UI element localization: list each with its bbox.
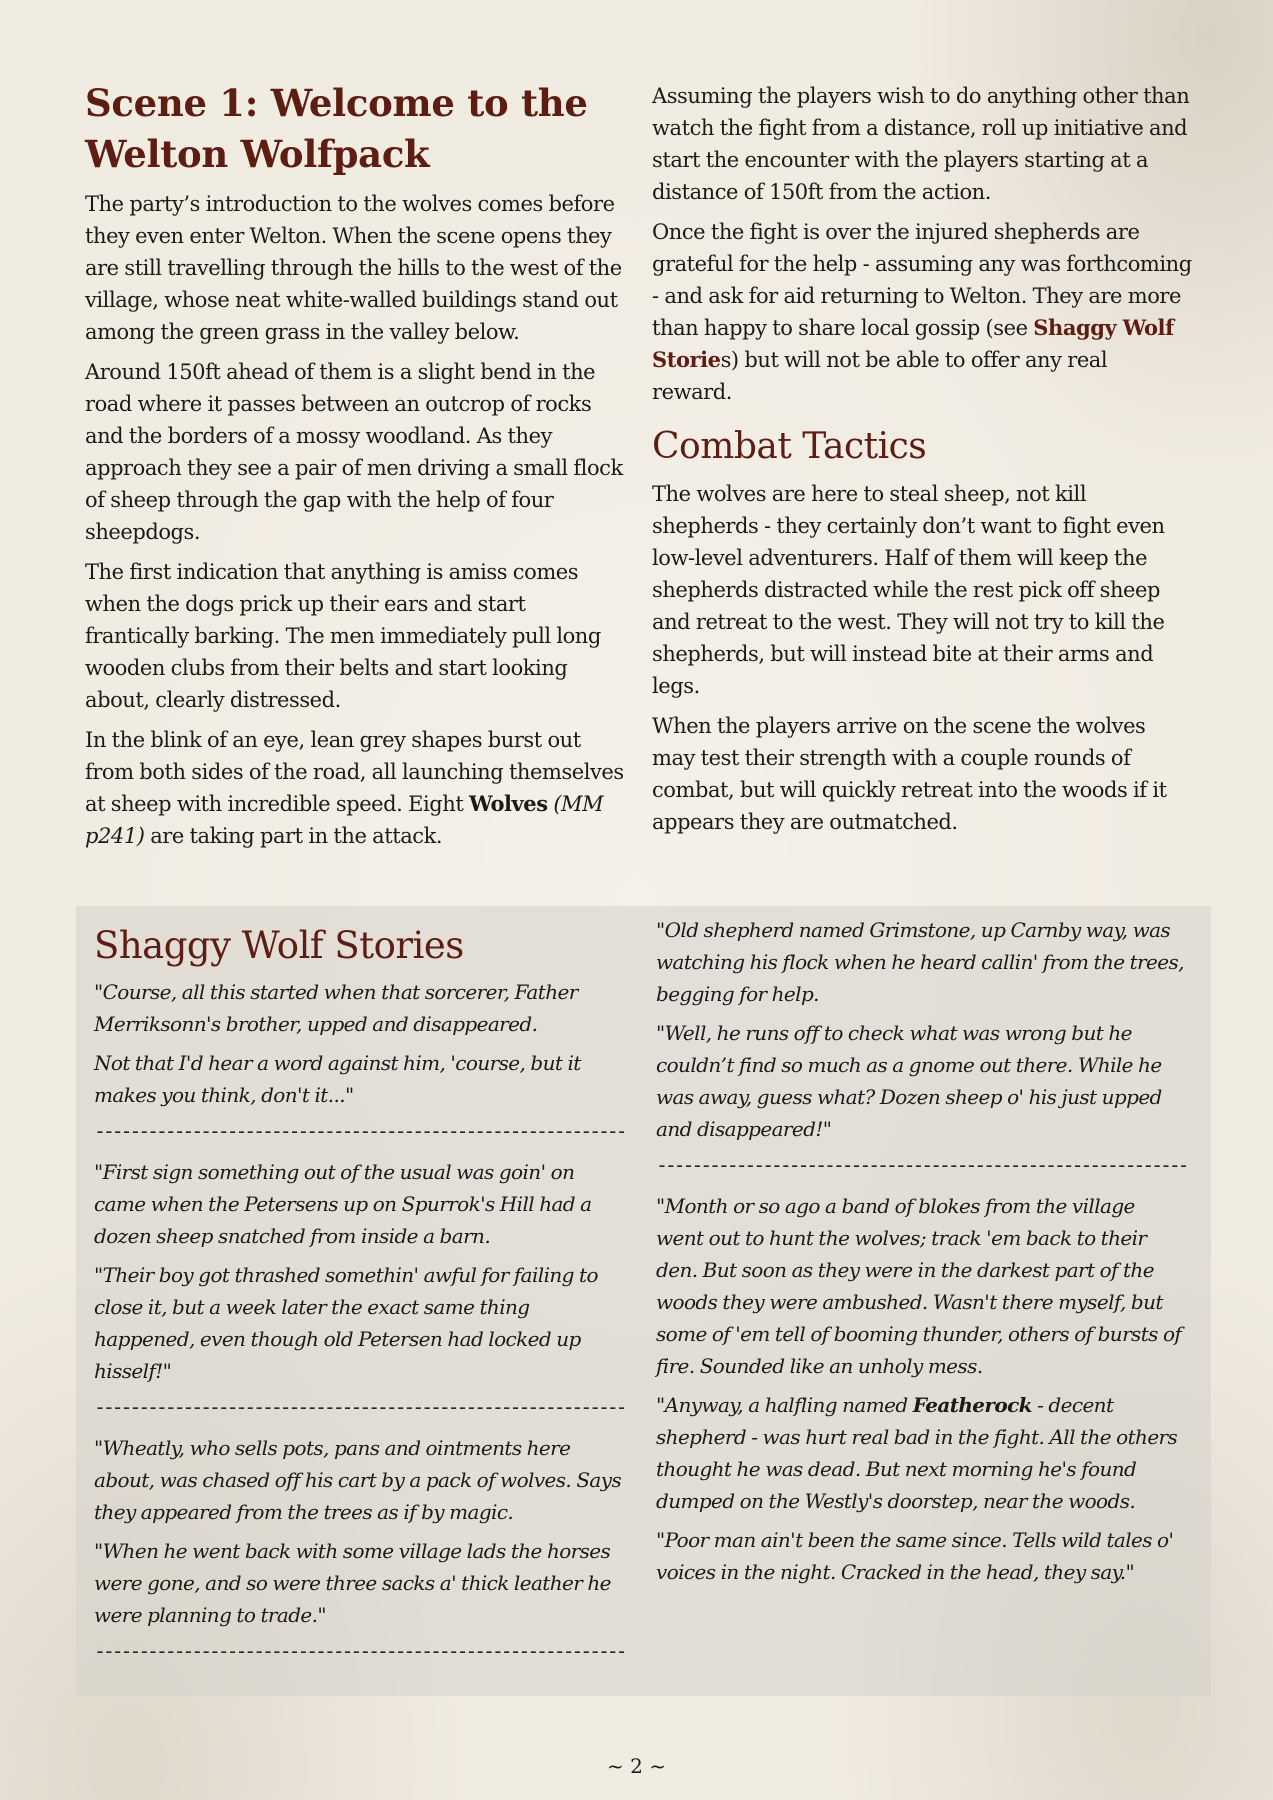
quote-divider: ------------------------------------------------------------	[94, 1395, 624, 1419]
attack-text-before: In the blink of an eye, lean grey shapes burst out from both sides of the road, all launching themselves at sheep with incredible speed. Eight	[85, 728, 624, 816]
sidebar-reference-link[interactable]: Shaggy Wolf Storie	[652, 315, 1174, 372]
wheatly-quote-cont: "When he went back with some village lads the horses were gone, and so were three sacks a' thick leather he were planning to trade."	[94, 1539, 611, 1627]
attack-paragraph	[85, 724, 625, 852]
featherock-text-before: "Anyway, a halfling named	[656, 1393, 913, 1417]
hunt-quote: "Month or so ago a band of blokes from the village went out to hunt the wolves; track 'em back to their den. But soon as they were in the darkest part of the woods they were ambushed. Wasn't there myself, but some of 'em tell of booming thunder, others of bursts of fire. Sounded like an unholy mess.	[656, 1194, 1182, 1378]
sorcerer-quote: "Course, all this started when that sorcerer, Father Merriksonn's brother, upped and disappeared.	[94, 980, 578, 1036]
wheatly-quote: "Wheatly, who sells pots, pans and ointments here about, was chased off his cart by a pack of wolves. Says they appeared from the trees as if by magic.	[94, 1436, 622, 1524]
petersen-quote: "First sign something out of the usual was goin' on came when the Petersens up on Spurrok's Hill had a dozen sheep snatched from inside a barn.	[94, 1160, 592, 1248]
right-column	[652, 80, 1192, 846]
quote-divider: ------------------------------------------------------------	[94, 1639, 624, 1663]
monster-name: Wolves	[469, 791, 548, 816]
sorcerer-quote-cont: Not that I'd hear a word against him, 'course, but it makes you think, don't it..."	[94, 1051, 581, 1107]
featherock-quote	[656, 1389, 1186, 1517]
intro-paragraph: The party’s introduction to the wolves comes before they even enter Welton. When the scene opens they are still travelling through the hills to the west of the village, whose neat white-walled buildings stand out among the green grass in the valley below.	[85, 192, 622, 344]
combat-tactics-heading: Combat Tactics	[652, 426, 927, 467]
poor-man-quote: "Poor man ain't been the same since. Tells wild tales o' voices in the night. Cracked in the head, they say."	[656, 1528, 1174, 1584]
retreat-paragraph: When the players arrive on the scene the wolves may test their strength with a couple rounds of combat, but will quickly retreat into the woods if it appears they are outmatched.	[652, 714, 1167, 834]
road-paragraph: Around 150ft ahead of them is a slight bend in the road where it passes between an outcrop of rocks and the borders of a mossy woodland. As they approach they see a pair of men driving a small flock of sheep through the gap with the help of four sheepdogs.	[85, 360, 623, 544]
initiative-paragraph: Assuming the players wish to do anything other than watch the fight from a distance, roll up initiative and start the encounter with the players starting at a distance of 150ft from the action.	[652, 84, 1190, 204]
aftermath-text-before: Once the fight is over the injured shepherds are grateful for the help - assuming any was forthcoming - and ask for aid returning to Welton. They are more than happy to share local gossip (see	[652, 220, 1192, 340]
featherock-name: Featherock	[912, 1393, 1032, 1417]
attack-text-after: are taking part in the attack.	[144, 824, 443, 848]
monster-reference: (MM p241)	[85, 792, 604, 848]
page-number: ~ 2 ~	[607, 1754, 666, 1778]
sidebar-title: Shaggy Wolf Stories	[94, 924, 464, 967]
quote-divider: ------------------------------------------------------------	[656, 1153, 1186, 1177]
left-column	[85, 78, 625, 860]
grimstone-quote: "Old shepherd named Grimstone, up Carnby way, was watching his flock when he heard callin' from the trees, begging for help.	[656, 918, 1184, 1006]
quote-divider: ------------------------------------------------------------	[94, 1119, 624, 1143]
grimstone-quote-cont: "Well, he runs off to check what was wrong but he couldn’t find so much as a gnome out there. While he was away, guess what? Dozen sheep o' his just upped and disappeared!"	[656, 1021, 1162, 1141]
tactics-paragraph: The wolves are here to steal sheep, not kill shepherds - they certainly don’t want to fight even low-level adventurers. Half of them will keep the shepherds distracted while the rest pick off sheep and retreat to the west. They will not try to kill the shepherds, but will instead bite at their arms and legs.	[652, 482, 1165, 698]
aftermath-text-after: s) but will not be able to offer any real reward.	[652, 348, 1108, 404]
sidebar-left-column	[94, 916, 624, 1676]
shaggy-wolf-stories-sidebar	[76, 906, 1211, 1696]
scene-title: Scene 1: Welcome to the Welton Wolfpack	[85, 81, 588, 176]
aftermath-paragraph	[652, 216, 1192, 408]
sidebar-right-column	[656, 914, 1186, 1595]
featherock-text-after: - decent shepherd - was hurt real bad in the fight. All the others thought he was dead. But next morning he's found dumped on the Westly's doorstep, near the woods.	[656, 1393, 1178, 1513]
petersen-quote-cont: "Their boy got thrashed somethin' awful for failing to close it, but a week later the exact same thing happened, even though old Petersen had locked up hisself!"	[94, 1263, 598, 1383]
warning-paragraph: The first indication that anything is amiss comes when the dogs prick up their ears and start frantically barking. The men immediately pull long wooden clubs from their belts and start looking about, clearly distressed.	[85, 560, 601, 712]
